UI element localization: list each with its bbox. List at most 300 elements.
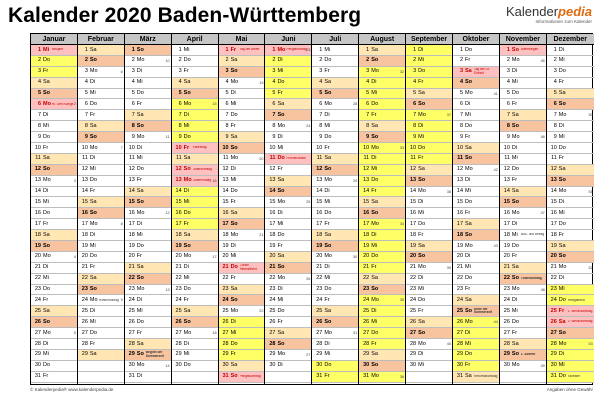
weekday-label: Mo: [324, 329, 332, 336]
weekday-label: Mo: [511, 209, 520, 216]
day-cell: [359, 263, 405, 274]
day-cell: [172, 121, 218, 132]
weekday-label: Fr: [324, 220, 330, 227]
day-cell: [78, 56, 124, 67]
weekday-label: Mi: [324, 46, 331, 53]
day-cell: [500, 121, 546, 132]
weekday-label: Do: [418, 68, 426, 75]
weekday-label: Mi: [465, 264, 471, 271]
day-cell: [312, 328, 358, 339]
weekday-label: Sa: [183, 79, 191, 86]
weekday-label: So: [511, 351, 519, 358]
weekday-label: Di: [183, 188, 189, 195]
day-number: 19: [363, 242, 370, 249]
weekday-label: So: [136, 275, 144, 282]
weekday-label: Mi: [89, 242, 96, 249]
day-cell: [406, 89, 452, 100]
day-number: 30: [269, 362, 276, 369]
week-number: 49: [540, 363, 545, 368]
weekday-label: Mi: [183, 351, 190, 358]
day-cell: [265, 99, 311, 110]
day-number: 19: [175, 242, 182, 249]
day-number: 5: [366, 90, 370, 97]
day-cell: [31, 252, 77, 263]
event-label: Rosenmontag: [98, 298, 119, 302]
weekday-label: So: [511, 46, 519, 53]
day-cell: [265, 230, 311, 241]
day-number: 2: [459, 57, 464, 64]
day-cell: [78, 285, 124, 296]
day-cell: [78, 306, 124, 317]
day-cell: [359, 252, 405, 263]
day-number: 25: [550, 307, 557, 314]
day-number: 31: [363, 373, 370, 380]
day-cell: [547, 154, 594, 165]
day-cell: [453, 219, 499, 230]
day-number: 4: [272, 79, 276, 86]
day-number: 30: [34, 362, 41, 369]
day-cell: [500, 132, 546, 143]
day-number: 21: [550, 264, 557, 271]
day-cell: [359, 285, 405, 296]
day-cell: [125, 263, 171, 274]
day-cell: [453, 45, 499, 56]
day-number: 4: [459, 79, 464, 86]
day-cell: [219, 328, 265, 339]
day-cell: [453, 263, 499, 274]
day-cell: [312, 121, 358, 132]
day-cell: [547, 263, 594, 274]
weekday-label: Di: [89, 155, 96, 162]
day-number: 24: [550, 296, 557, 303]
day-cell: [219, 132, 265, 143]
day-cell: [78, 110, 124, 121]
weekday-label: Mi: [324, 122, 331, 129]
day-number: 2: [366, 57, 370, 64]
weekday-label: So: [558, 177, 566, 184]
day-number: 6: [131, 100, 135, 107]
day-number: 27: [222, 329, 229, 336]
day-cell: [31, 285, 77, 296]
weekday-label: Fr: [89, 111, 96, 118]
weekday-label: Di: [465, 100, 471, 107]
day-number: 12: [128, 166, 135, 173]
weekday-label: Sa: [277, 100, 285, 107]
day-number: 11: [363, 155, 370, 162]
day-number: 18: [175, 231, 182, 238]
day-cell: [406, 154, 452, 165]
day-number: 26: [222, 318, 229, 325]
day-cell: [78, 67, 124, 78]
day-number: 5: [272, 90, 276, 97]
day-cell: [312, 197, 358, 208]
day-cell: [500, 241, 546, 252]
day-number: 1: [37, 46, 41, 53]
day-number: 13: [503, 177, 510, 184]
weekday-label: Mo: [43, 100, 51, 107]
weekday-label: Mo: [418, 264, 426, 271]
day-number: 24: [34, 296, 41, 303]
weekday-label: Sa: [465, 68, 472, 75]
day-number: 22: [128, 275, 135, 282]
day-cell: [500, 99, 546, 110]
holiday-label: Tag der Arbeit: [239, 48, 260, 52]
day-cell: [172, 252, 218, 263]
day-cell: [219, 295, 265, 306]
event-label: Heiligabend: [567, 298, 585, 302]
day-cell: [125, 219, 171, 230]
day-cell: [406, 350, 452, 361]
weekday-label: Do: [371, 177, 379, 184]
day-cell: [265, 263, 311, 274]
weekday-label: Fr: [89, 264, 96, 271]
weekday-label: Sa: [324, 231, 332, 238]
weekday-label: Fr: [558, 307, 565, 314]
day-number: 30: [363, 362, 370, 369]
day-cell: [500, 328, 546, 339]
month-header: Februar: [78, 34, 124, 45]
weekday-label: So: [230, 373, 238, 380]
week-number: 5: [73, 331, 76, 336]
weekday-label: Mi: [277, 68, 284, 75]
weekday-label: Fr: [136, 177, 142, 184]
day-cell: [406, 187, 452, 198]
month-column-juli: [312, 34, 359, 384]
holiday-label: Christi Himmelfahrt: [239, 264, 257, 271]
day-cell: [172, 110, 218, 121]
weekday-label: Fr: [277, 90, 283, 97]
day-cell: [406, 306, 452, 317]
weekday-label: Mi: [89, 166, 96, 173]
empty-cell: [265, 372, 311, 383]
week-number: 30: [353, 254, 358, 259]
weekday-label: Do: [183, 362, 191, 369]
day-cell: [547, 274, 594, 285]
weekday-label: Sa: [136, 340, 144, 347]
event-label: Beginn der Sommerzeit: [145, 351, 164, 358]
empty-cell: [172, 372, 218, 383]
day-number: 27: [410, 329, 417, 336]
day-cell: [406, 165, 452, 176]
weekday-label: Fr: [511, 177, 518, 184]
week-number: 23: [306, 48, 311, 52]
month-header: November: [500, 34, 546, 45]
week-number: 25: [306, 200, 311, 205]
day-number: 5: [506, 90, 510, 97]
day-number: 6: [37, 100, 41, 107]
day-cell: [359, 350, 405, 361]
weekday-label: Fr: [418, 79, 424, 86]
weekday-label: Di: [136, 296, 142, 303]
day-number: 26: [34, 318, 41, 325]
kalenderpedia-logo[interactable]: [506, 5, 592, 25]
day-number: 14: [222, 188, 229, 195]
weekday-label: Fr: [230, 198, 236, 205]
weekday-label: Di: [277, 362, 283, 369]
day-cell: [312, 252, 358, 263]
day-cell: [406, 78, 452, 89]
month-column-september: [406, 34, 453, 384]
weekday-label: Sa: [277, 177, 285, 184]
day-number: 1: [413, 46, 417, 53]
weekday-label: Do: [136, 166, 144, 173]
weekday-label: Do: [465, 198, 473, 205]
weekday-label: So: [371, 362, 379, 369]
weekday-label: Mo: [558, 188, 567, 195]
day-number: 15: [503, 198, 510, 205]
day-cell: [172, 67, 218, 78]
weekday-label: Di: [183, 264, 189, 271]
weekday-label: Mi: [43, 275, 49, 282]
weekday-label: Mi: [558, 362, 565, 369]
weekday-label: So: [183, 166, 191, 173]
footer-disclaimer: Angaben ohne Gewähr: [546, 387, 593, 392]
day-number: 26: [128, 318, 135, 325]
day-number: 29: [550, 351, 557, 358]
weekday-label: Sa: [43, 155, 50, 162]
day-cell: [359, 56, 405, 67]
day-number: 1: [553, 46, 557, 53]
day-cell: [125, 274, 171, 285]
weekday-label: Mi: [418, 286, 424, 293]
day-cell: [172, 197, 218, 208]
day-number: 17: [363, 220, 370, 227]
day-cell: [219, 372, 265, 383]
day-number: 27: [550, 329, 557, 336]
logo-wordmark: Kalenderpedia: [505, 4, 592, 19]
weekday-label: Mo: [465, 90, 473, 97]
day-number: 23: [456, 286, 464, 293]
empty-cell: [78, 372, 124, 383]
weekday-label: Fr: [511, 329, 518, 336]
day-cell: [265, 187, 311, 198]
day-number: 16: [128, 209, 135, 216]
day-number: 12: [34, 166, 41, 173]
day-number: 11: [269, 155, 276, 162]
day-cell: [500, 208, 546, 219]
day-cell: [125, 99, 171, 110]
day-cell: [500, 219, 546, 230]
day-cell: [265, 274, 311, 285]
day-number: 4: [131, 79, 135, 86]
weekday-label: Fr: [136, 100, 142, 107]
day-number: 29: [269, 351, 276, 358]
day-number: 12: [222, 166, 229, 173]
day-number: 24: [175, 296, 182, 303]
day-number: 13: [128, 177, 135, 184]
weekday-label: Do: [136, 318, 144, 325]
day-cell: [31, 197, 77, 208]
day-cell: [265, 328, 311, 339]
weekday-label: Fr: [183, 144, 190, 151]
day-number: 4: [413, 79, 417, 86]
weekday-label: Mi: [324, 351, 331, 358]
weekday-label: Mo: [89, 220, 98, 227]
day-cell: [31, 67, 77, 78]
weekday-label: So: [371, 133, 379, 140]
day-number: 23: [550, 286, 557, 293]
day-number: 19: [550, 242, 557, 249]
day-cell: [359, 208, 405, 219]
day-number: 20: [175, 253, 182, 260]
weekday-label: Sa: [511, 340, 519, 347]
day-cell: [547, 45, 594, 56]
day-cell: [406, 176, 452, 187]
day-number: 3: [366, 68, 370, 75]
weekday-label: So: [43, 318, 51, 325]
weekday-label: Mo: [371, 144, 379, 151]
day-cell: [500, 45, 546, 56]
day-cell: [453, 208, 499, 219]
day-number: 24: [222, 296, 229, 303]
month-column-april: [172, 34, 219, 384]
day-cell: [31, 165, 77, 176]
weekday-label: So: [183, 318, 191, 325]
month-column-januar: [31, 34, 78, 384]
weekday-label: Fr: [183, 296, 189, 303]
day-number: 2: [225, 57, 229, 64]
day-number: 19: [503, 242, 510, 249]
day-number: 7: [413, 111, 417, 118]
week-number: 14: [165, 363, 170, 368]
weekday-label: So: [418, 177, 426, 184]
day-cell: [172, 154, 218, 165]
weekday-label: Sa: [465, 373, 472, 380]
weekday-label: Mo: [183, 100, 192, 107]
day-cell: [31, 208, 77, 219]
event-label: Totensonntag: [520, 276, 542, 280]
day-cell: [219, 99, 265, 110]
day-number: 18: [269, 231, 276, 238]
day-number: 5: [84, 90, 88, 97]
day-cell: [547, 208, 594, 219]
weekday-label: Di: [277, 57, 283, 64]
weekday-label: Do: [418, 144, 426, 151]
day-number: 8: [506, 122, 510, 129]
day-cell: [31, 350, 77, 361]
day-cell: [406, 263, 452, 274]
day-number: 18: [503, 231, 510, 238]
day-number: 19: [222, 242, 229, 249]
day-number: 12: [550, 166, 557, 173]
day-number: 12: [81, 166, 88, 173]
day-number: 1: [178, 46, 182, 53]
day-number: 18: [81, 231, 88, 238]
day-cell: [172, 176, 218, 187]
day-cell: [406, 230, 452, 241]
weekday-label: Mo: [465, 242, 473, 249]
weekday-label: Di: [511, 296, 518, 303]
day-cell: [406, 208, 452, 219]
day-cell: [453, 187, 499, 198]
day-number: 16: [503, 209, 510, 216]
month-column-november: [500, 34, 547, 384]
day-number: 19: [456, 242, 464, 249]
day-number: 3: [506, 68, 510, 75]
day-cell: [265, 78, 311, 89]
week-number: 11: [165, 135, 170, 140]
day-cell: [172, 263, 218, 274]
weekday-label: Mi: [465, 340, 471, 347]
week-number: 37: [446, 113, 452, 118]
day-cell: [547, 219, 594, 230]
weekday-label: Fr: [230, 122, 236, 129]
day-number: 3: [84, 68, 88, 75]
week-number: 44: [493, 320, 498, 325]
day-number: 25: [410, 307, 417, 314]
weekday-label: Di: [136, 220, 142, 227]
weekday-label: Do: [324, 209, 332, 216]
weekday-label: Sa: [89, 351, 97, 358]
day-cell: [453, 132, 499, 143]
day-cell: [359, 132, 405, 143]
day-number: 24: [456, 296, 464, 303]
weekday-label: Di: [43, 111, 49, 118]
weekday-label: So: [324, 242, 332, 249]
day-cell: [547, 328, 594, 339]
day-cell: [78, 241, 124, 252]
weekday-label: Mi: [136, 79, 143, 86]
weekday-label: Do: [43, 362, 51, 369]
day-cell: [359, 99, 405, 110]
weekday-label: So: [511, 198, 519, 205]
weekday-label: Fr: [418, 231, 424, 238]
day-cell: [31, 361, 77, 372]
weekday-label: Di: [43, 188, 49, 195]
day-cell: [359, 154, 405, 165]
day-cell: [453, 230, 499, 241]
day-number: 10: [316, 144, 323, 151]
weekday-label: Do: [43, 133, 51, 140]
day-number: 12: [269, 166, 276, 173]
weekday-label: Di: [418, 198, 424, 205]
day-number: 7: [272, 111, 276, 118]
day-cell: [312, 154, 358, 165]
day-number: 27: [316, 329, 323, 336]
day-cell: [172, 339, 218, 350]
day-cell: [219, 252, 265, 263]
day-number: 7: [131, 111, 135, 118]
weekday-label: Di: [558, 351, 564, 358]
day-cell: [547, 99, 594, 110]
day-cell: [312, 99, 358, 110]
day-cell: [547, 317, 594, 328]
weekday-label: Fr: [324, 144, 330, 151]
day-cell: [312, 241, 358, 252]
weekday-label: Fr: [465, 209, 471, 216]
day-cell: [31, 45, 77, 56]
weekday-label: Sa: [371, 122, 378, 129]
day-cell: [78, 121, 124, 132]
weekday-label: Sa: [324, 307, 332, 314]
weekday-label: Di: [371, 307, 377, 314]
weekday-label: Do: [89, 329, 97, 336]
day-number: 6: [459, 100, 464, 107]
day-cell: [125, 45, 171, 56]
day-number: 23: [175, 286, 182, 293]
day-cell: [359, 143, 405, 154]
week-number: 38: [446, 189, 452, 194]
day-number: 22: [269, 275, 276, 282]
day-cell: [265, 350, 311, 361]
weekday-label: Mo: [43, 253, 51, 260]
weekday-label: Do: [324, 57, 332, 64]
day-cell: [172, 78, 218, 89]
weekday-label: Fr: [136, 253, 142, 260]
holiday-label: Pfingstsonntag: [239, 374, 261, 378]
day-number: 13: [410, 177, 417, 184]
day-cell: [265, 176, 311, 187]
